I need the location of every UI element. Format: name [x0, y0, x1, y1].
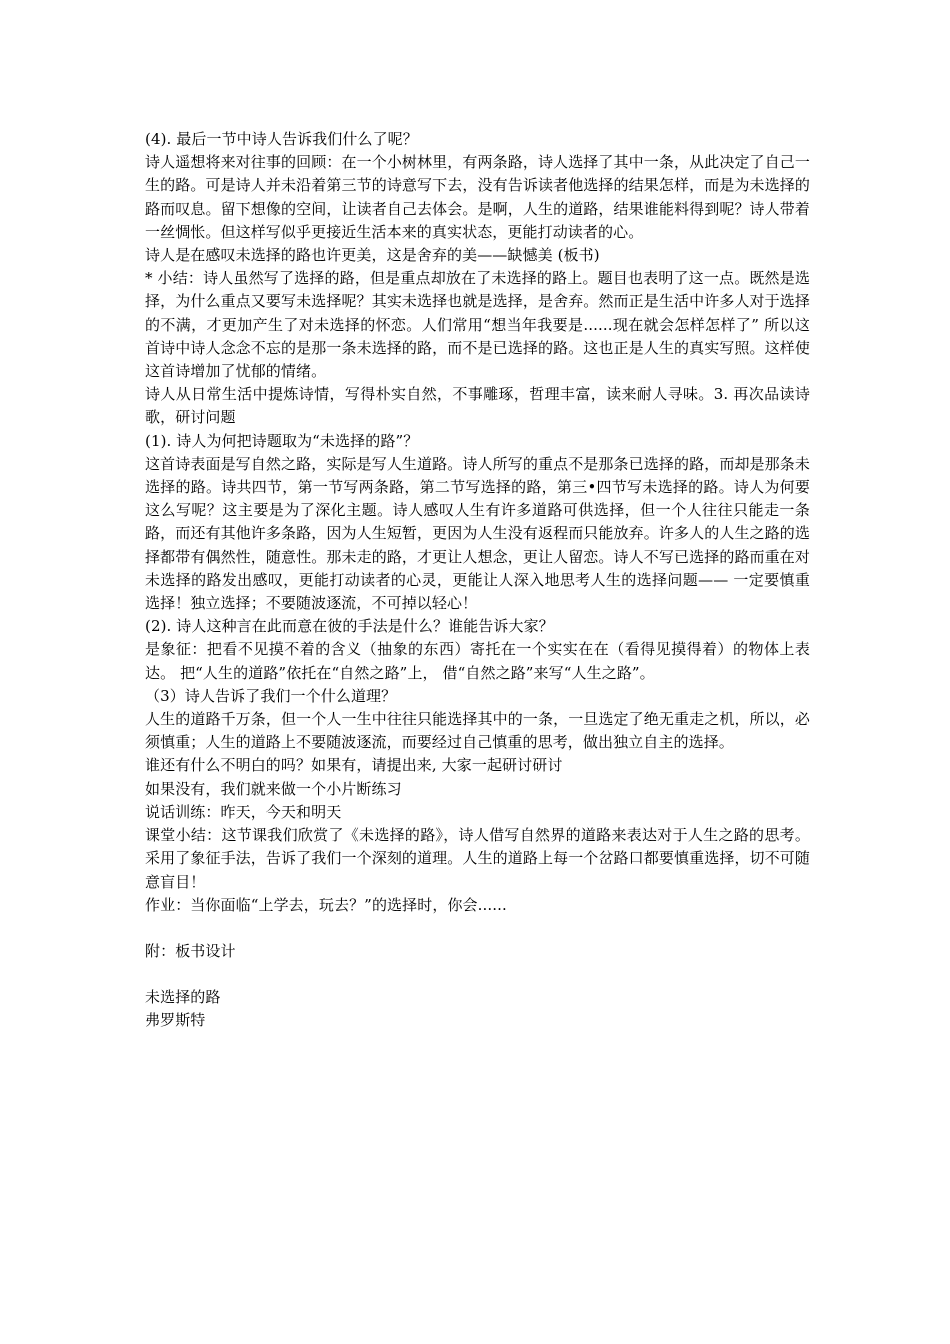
homework: 作业：当你面临“上学去，玩去？”的选择时，你会...... — [145, 895, 507, 914]
question-2: (2). 诗人这种言在此而意在彼的手法是什么？谁能告诉大家？ — [145, 617, 554, 636]
question-1: (1). 诗人为何把诗题取为“未选择的路”？ — [145, 431, 419, 450]
discussion-prompt: 谁还有什么不明白的吗？如果有，请提出来, 大家一起研讨研讨 — [145, 756, 563, 775]
spacer — [145, 963, 810, 986]
poetry-style-paragraph: 诗人从日常生活中提炼诗情，写得朴实自然，不事雕琢，哲理丰富，读来耐人寻味。3. 再次品读诗歌，研讨问题 — [145, 385, 810, 427]
answer-4: 诗人遥想将来对往事的回顾：在一个小树林里，有两条路，诗人选择了其中一条，从此决定了自己一生的路。可是诗人并未沿着第三节的诗意写下去，没有告诉读者他选择的结果怎样，而是为未选择的路而叹息。留下想像的空间，让读者自己去体会。是啊，人生的道路，结果谁能料得到呢？诗人带着一丝惆怅。但这样写似乎更接近生活本来的真实状态，更能打动读者的心。 — [145, 153, 810, 241]
summary-paragraph: * 小结：诗人虽然写了选择的路，但是重点却放在了未选择的路上。题目也表明了这一点。既然是选择，为什么重点又要写未选择呢？其实未选择也就是选择，是舍弃。然而正是生活中许多人对于选择的不满，才更加产生了对未选择的怀恋。人们常用“想当年我要是......现在就会怎样怎样了” 所以这首诗中诗人念念不忘的是那一条未选择的路，而不是已选择的路。这也正是人生的真实写照。这样使这首诗增加了忧郁的情绪。 — [145, 269, 810, 381]
answer-2: 是象征：把看不见摸不着的含义（抽象的东西）寄托在一个实实在在（看得见摸得着）的物体上表达。 把“人生的道路”依托在“自然之路”上， 借“自然之路”来写“人生之路”。 — [145, 640, 810, 682]
document-body — [145, 128, 810, 1033]
board-note-regret-beauty: 诗人是在感叹未选择的路也许更美，这是舍弃的美——缺憾美 (板书) — [145, 246, 600, 265]
answer-1: 这首诗表面是写自然之路，实际是写人生道路。诗人所写的重点不是那条已选择的路，而却是那条未选择的路。诗共四节，第一节写两条路，第二节写选择的路，第三•四节写未选择的路。诗人为何要这么写呢？这主要是为了深化主题。诗人感叹人生有许多道路可供选择，但一个人往往只能走一条路，而还有其他许多条路，因为人生短暂，更因为人生没有返程而只能放弃。许多人的人生之路的选择都带有偶然性，随意性。那未走的路，才更让人想念，更让人留恋。诗人不写已选择的路而重在对未选择的路发出感叹，更能打动读者的心灵，更能让人深入地思考人生的选择问题—— 一定要慎重选择！独立选择；不要随波逐流，不可掉以轻心！ — [145, 454, 810, 613]
board-title: 未选择的路 — [145, 988, 221, 1007]
speaking-exercise: 说话训练：昨天，今天和明天 — [145, 802, 342, 821]
exercise-intro: 如果没有，我们就来做一个小片断练习 — [145, 779, 402, 798]
appendix-heading: 附：板书设计 — [145, 941, 236, 960]
class-summary: 课堂小结：这节课我们欣赏了《未选择的路》，诗人借写自然界的道路来表达对于人生之路的思考。采用了象征手法，告诉了我们一个深刻的道理。人生的道路上每一个岔路口都要慎重选择，切不可随意盲目！ — [145, 826, 810, 891]
question-3: （3）诗人告诉了我们一个什么道理？ — [145, 686, 397, 705]
spacer — [145, 917, 810, 940]
question-4: (4). 最后一节中诗人告诉我们什么了呢？ — [145, 130, 418, 148]
board-author: 弗罗斯特 — [145, 1011, 206, 1030]
answer-3: 人生的道路千万条，但一个人一生中往往只能选择其中的一条，一旦选定了绝无重走之机，所以，必须慎重；人生的道路上不要随波逐流，而要经过自己慎重的思考，做出独立自主的选择。 — [145, 710, 810, 752]
